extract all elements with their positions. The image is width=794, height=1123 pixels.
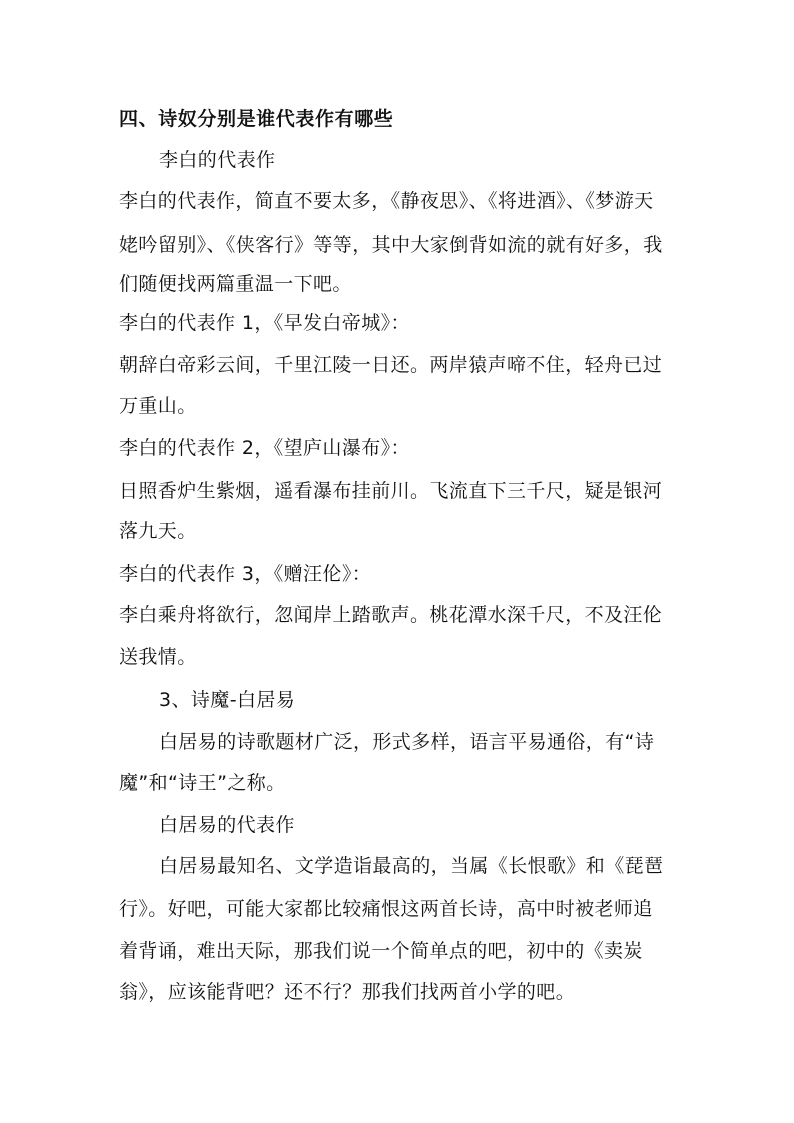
- poem-1-title: 李白的代表作 1，《早发白帝城》：: [119, 312, 410, 334]
- baijuyi-works-line-1: 白居易最知名、文学造诣最高的，当属《长恨歌》和《琵琶: [159, 855, 664, 877]
- poem-3-line-2: 送我情。: [119, 646, 197, 668]
- baijuyi-intro-line-1: 白居易的诗歌题材广泛，形式多样，语言平易通俗，有“诗: [159, 731, 655, 753]
- baijuyi-works-line-4: 翁》，应该能背吧？还不行？那我们找两首小学的吧。: [119, 981, 576, 1003]
- baijuyi-works-title: 白居易的代表作: [159, 814, 295, 836]
- section-3-title: 3、诗魔-白居易: [159, 689, 296, 711]
- baijuyi-works-line-3: 着背诵，难出天际，那我们说一个简单点的吧，初中的《卖炭: [119, 940, 643, 962]
- section-heading: 四、诗奴分别是谁代表作有哪些: [119, 108, 394, 130]
- poem-2-line-1: 日照香炉生紫烟，遥看瀑布挂前川。飞流直下三千尺，疑是银河: [119, 480, 663, 502]
- poem-1-line-1: 朝辞白帝彩云间，千里江陵一日还。两岸猿声啼不住，轻舟已过: [119, 354, 663, 376]
- poem-1-line-2: 万重山。: [119, 395, 197, 417]
- poem-3-line-1: 李白乘舟将欲行，忽闻岸上踏歌声。桃花潭水深千尺，不及汪伦: [119, 604, 663, 626]
- libai-works-title: 李白的代表作: [159, 149, 276, 171]
- libai-intro-line-1: 李白的代表作，简直不要太多，《静夜思》、《将进酒》、《梦游天: [119, 190, 654, 212]
- libai-intro-line-2: 姥吟留别》、《侠客行》等等，其中大家倒背如流的就有好多，我: [119, 234, 663, 256]
- poem-3-title: 李白的代表作 3，《赠汪伦》：: [119, 563, 372, 585]
- baijuyi-works-line-2: 行》。好吧，可能大家都比较痛恨这两首长诗，高中时被老师追: [119, 898, 653, 920]
- libai-intro-line-3: 们随便找两篇重温一下吧。: [119, 273, 352, 295]
- baijuyi-intro-line-2: 魔”和“诗王”之称。: [119, 772, 286, 794]
- poem-2-line-2: 落九天。: [119, 520, 197, 542]
- poem-2-title: 李白的代表作 2，《望庐山瀑布》：: [119, 437, 410, 459]
